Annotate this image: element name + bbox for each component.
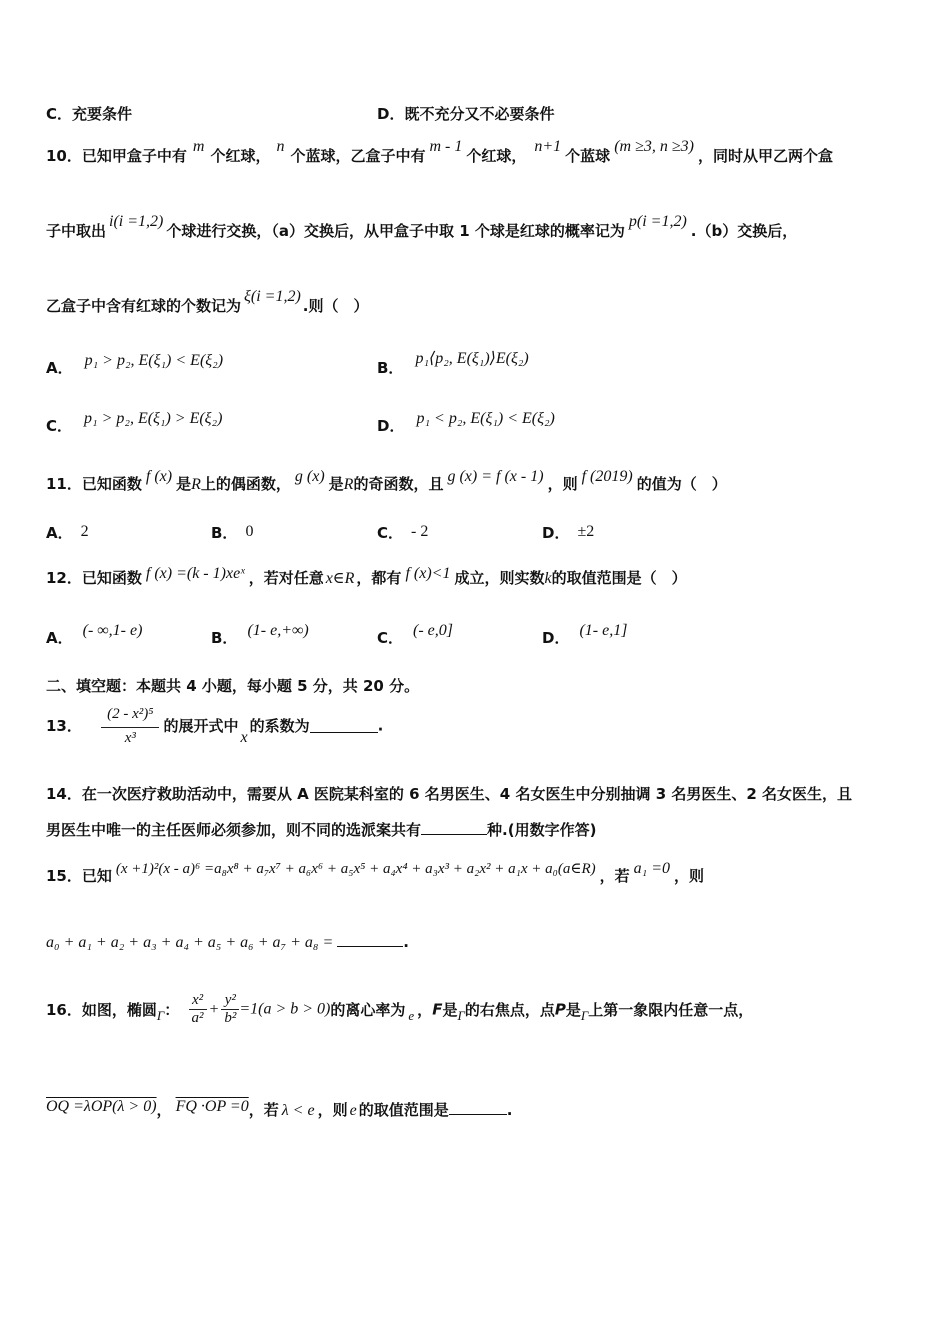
q14-line2: 男医生中唯一的主任医师必须参加，则不同的选派案共有 种.(用数字作答) xyxy=(46,821,597,839)
q15-stem: 15．已知 (x +1)²(x - a)⁶ =a₈x⁸ + a₇x⁷ + a₆x⁶ + a₅x⁵ + a₄x⁴ + a₃x³ + a₂x² + a₁x + a₀(a∈R) ，若 a₁ =0 ，则 xyxy=(46,860,705,885)
q9-option-c: C．充要条件 xyxy=(46,105,133,123)
q16-line2: OQ =λOP(λ > 0)， FQ ·OP =0，若 λ < e ，则 e 的取值范围是 . xyxy=(46,1098,513,1119)
q10-option-d: D． p₁ < p₂, E(ξ₁) < E(ξ₂) xyxy=(377,410,555,435)
q12-option-c: C． (- e,0] xyxy=(377,622,453,647)
q14-line1: 14．在一次医疗救助活动中，需要从 A 医院某科室的 6 名男医生、4 名女医生中分别抽调 3 名男医生、2 名女医生，且 xyxy=(46,785,853,803)
q13-stem: 13． $\frac{\text{(2 - x²)⁵}}{\text{x³}}$ 的展开式中x的系数为 . xyxy=(46,706,384,746)
q11-option-d: D． ±2 xyxy=(542,523,595,542)
q10-option-c: C． p₁ > p₂, E(ξ₁) > E(ξ₂) xyxy=(46,410,223,435)
q11-option-b: B． 0 xyxy=(211,523,254,542)
q16-answer-blank[interactable] xyxy=(449,1100,507,1115)
q12-option-b: B． (1- e,+∞) xyxy=(211,622,309,647)
q16-frac-x: $\frac{\text{x²}}{\text{a²}}$ xyxy=(189,992,207,1027)
q16-vector-eq1: OQ =λOP(λ > 0) xyxy=(46,1098,157,1115)
q12-option-a: A． (- ∞,1- e) xyxy=(46,622,143,647)
q10-line1: 10．已知甲盒子中有m个红球，n个蓝球，乙盒子中有m - 1个红球，n+1个蓝球(m ≥3, n ≥3)，同时从甲乙两个盒 xyxy=(46,138,833,165)
section-heading: 二、填空题：本题共 4 小题，每小题 5 分，共 20 分。 xyxy=(46,677,420,695)
q15-answer-blank[interactable] xyxy=(337,932,403,947)
q11-option-c: C． - 2 xyxy=(377,523,429,542)
q10-line2: 子中取出i(i =1,2)个球进行交换，（a）交换后，从甲盒子中取 1 个球是红球的概率记为p(i =1,2).（b）交换后， xyxy=(46,213,798,240)
q10-line3: 乙盒子中含有红球的个数记为ξ(i =1,2).则（ ） xyxy=(46,288,369,315)
q13-fraction: $\frac{\text{(2 - x²)⁵}}{\text{x³}}$ xyxy=(101,704,159,747)
q10-option-b: B．p₁⟨p₂, E(ξ₁)⟩E(ξ₂) xyxy=(377,350,529,377)
q11-stem: 11．已知函数 f (x) 是R上的偶函数， g (x) 是R的奇函数，且 g (x) = f (x - 1) ，则 f (2019) 的值为（ ） xyxy=(46,468,727,493)
q12-stem: 12．已知函数 f (x) =(k - 1)xeˣ ，若对任意 x∈R ，都有 f (x)<1 成立，则实数k的取值范围是（ ） xyxy=(46,565,687,587)
q16-line1: 16．如图，椭圆Γ： $\frac{\text{x²}}{\text{a²}}$ + $\frac{\text{y²}}{\text{b²}}$ =1(a > b > 0)的离心率为 e ，F是Γ的右焦点，点P是Γ上第一象限内任意一点， xyxy=(46,992,754,1026)
q13-answer-blank[interactable] xyxy=(310,718,378,733)
q12-option-d: D． (1- e,1] xyxy=(542,622,628,647)
q11-option-a: A． 2 xyxy=(46,523,89,542)
q16-vector-eq2: FQ ·OP =0 xyxy=(175,1098,249,1115)
q14-answer-blank[interactable] xyxy=(421,820,487,835)
q10-option-a: A． p₁ > p₂, E(ξ₁) < E(ξ₂) xyxy=(46,352,224,377)
q15-sum: a₀ + a₁ + a₂ + a₃ + a₄ + a₅ + a₆ + a₇ + a₈ = . xyxy=(46,933,409,951)
q9-option-d: D．既不充分又不必要条件 xyxy=(377,105,555,123)
q16-frac-y: $\frac{\text{y²}}{\text{b²}}$ xyxy=(221,992,239,1027)
